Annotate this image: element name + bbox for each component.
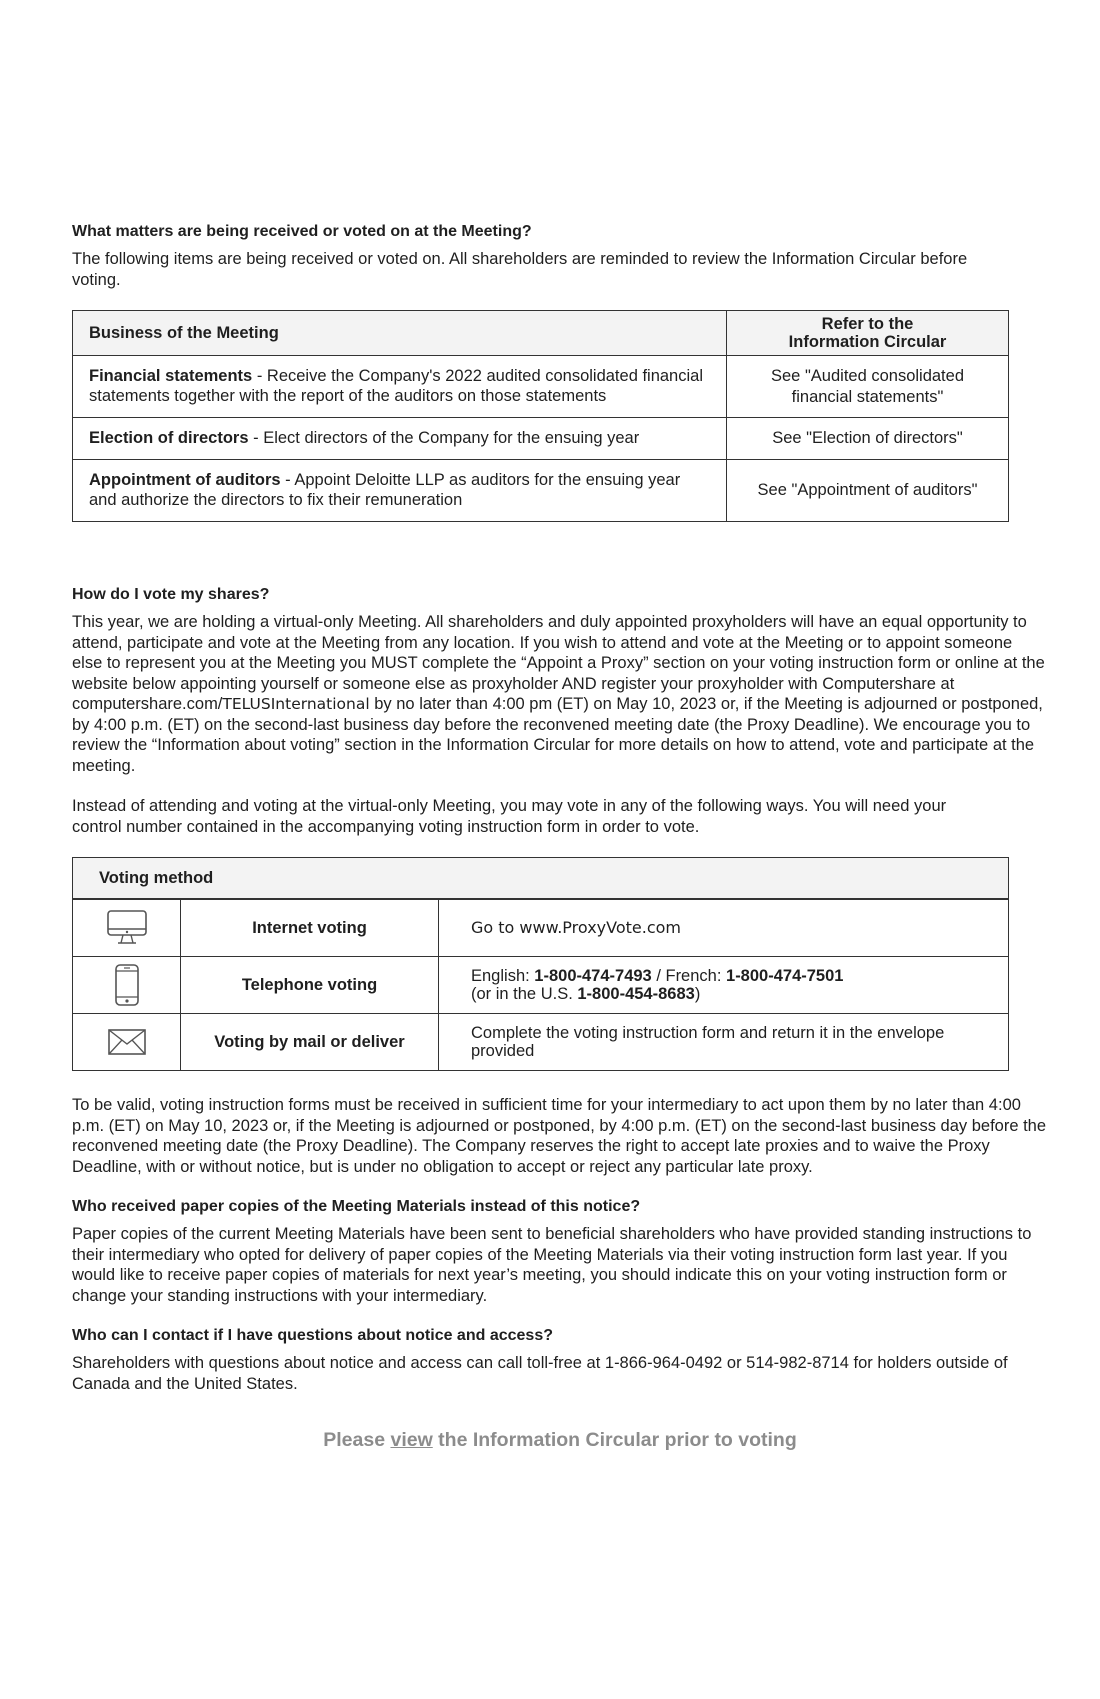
notice-page: [72, 222, 1047, 1394]
reference-header-line2: Information Circular: [788, 333, 947, 351]
vote-paragraph-part: by no later than 4:00 pm (ET) on May 10, 2023 or, if the Meeting is adjourned or postponed, by 4:00 p.m. (ET) on the second-last business day before the reconvened meeting date (the Proxy Deadline). We encourage you to review the “Information about voting” section in the Information Circular for more details on how to attend, vote and participate at the meeting.: [72, 695, 1043, 775]
desktop-computer-icon: [73, 899, 181, 957]
telephone-voting-detail: [439, 957, 1009, 1014]
business-item-title: Financial statements: [89, 366, 253, 385]
business-item-title: Appointment of auditors: [89, 470, 281, 489]
envelope-icon: [73, 1014, 181, 1071]
business-item: [73, 418, 727, 460]
business-header: Business of the Meeting: [73, 311, 727, 356]
business-item: [73, 460, 727, 522]
business-item-ref: See "Appointment of auditors": [727, 460, 1009, 522]
table-row: [73, 356, 1009, 418]
english-label: English:: [471, 967, 535, 985]
contact-heading: Who can I contact if I have questions about notice and access?: [72, 1327, 553, 1344]
vote-paragraph-brand: TELUSInternational: [222, 695, 370, 713]
table-row: [73, 460, 1009, 522]
matters-heading: What matters are being received or voted on at the Meeting?: [72, 223, 532, 240]
english-phone-number: 1-800-474-7493: [534, 967, 652, 985]
french-phone-number: 1-800-474-7501: [726, 967, 844, 985]
telephone-voting-label: Telephone voting: [181, 957, 439, 1014]
table-row: [73, 957, 1009, 1014]
business-item-ref: See "Election of directors": [727, 418, 1009, 460]
vote-alternatives-paragraph: Instead of attending and voting at the virtual-only Meeting, you may vote in any of the following ways. You will need your control number contained in the accompanying voting instruction form in order to vote.: [72, 797, 947, 836]
voting-method-header: Voting method: [73, 858, 1009, 900]
table-row: [73, 418, 1009, 460]
french-label: / French:: [651, 967, 727, 985]
business-item-desc: - Elect directors of the Company for the ensuing year: [248, 428, 640, 447]
internet-voting-detail: Go to www.ProxyVote.com: [439, 899, 1009, 957]
business-item-desc: - Receive the Company's 2022 audited consolidated financial statements together with the report of the auditors on those statements: [89, 366, 703, 405]
business-item: [73, 356, 727, 418]
business-item-desc: - Appoint Deloitte LLP as auditors for the ensuing year and authorize the directors to fix their remuneration: [89, 470, 681, 509]
business-item-title: Election of directors: [89, 428, 249, 447]
view-circular-link[interactable]: view: [390, 1429, 433, 1451]
mail-voting-label: Voting by mail or deliver: [181, 1014, 439, 1071]
internet-voting-label: Internet voting: [181, 899, 439, 957]
us-label: (or in the U.S.: [471, 985, 578, 1003]
contact-paragraph: Shareholders with questions about notice and access can call toll-free at 1-866-964-0492 or 514-982-8714 for holders outside of Canada and the United States.: [72, 1354, 1008, 1393]
table-row: [73, 1014, 1009, 1071]
reference-header: [727, 311, 1009, 356]
voting-method-table: [72, 857, 1009, 1071]
us-suffix: ): [694, 985, 701, 1003]
mobile-phone-icon: [73, 957, 181, 1014]
vote-heading: How do I vote my shares?: [72, 586, 270, 603]
matters-intro: The following items are being received or voted on. All shareholders are reminded to review the Information Circular before voting.: [72, 250, 968, 289]
table-row: [73, 899, 1009, 957]
us-phone-number: 1-800-454-8683: [577, 985, 695, 1003]
validity-paragraph: To be valid, voting instruction forms must be received in sufficient time for your intermediary to act upon them by no later than 4:00 p.m. (ET) on May 10, 2023 or, if the Meeting is adjourned or postponed, by 4:00 p.m. (ET) on the second-last business day before the reconvened meeting date (the Proxy Deadline). The Company reserves the right to accept late proxies and to waive the Proxy Deadline, with or without notice, but is under no obligation to accept or reject any particular late proxy.: [72, 1096, 1047, 1176]
footer-suffix: the Information Circular prior to voting: [432, 1429, 797, 1451]
reference-header-line1: Refer to the: [821, 315, 914, 333]
mail-voting-detail: Complete the voting instruction form and return it in the envelope provided: [439, 1014, 1009, 1071]
paper-copies-heading: Who received paper copies of the Meeting Materials instead of this notice?: [72, 1198, 641, 1215]
business-item-ref: See "Audited consolidated financial statements": [727, 356, 1009, 418]
vote-paragraph: [72, 612, 1047, 776]
view-circular-notice: [0, 1430, 1100, 1451]
business-of-meeting-table: [72, 310, 1009, 522]
paper-copies-paragraph: Paper copies of the current Meeting Materials have been sent to beneficial shareholders who have provided standing instructions to their intermediary who opted for delivery of paper copies of the Meeting Materials via their voting instruction form last year. If you would like to receive paper copies of materials for next year’s meeting, you should indicate this on your voting instruction form or change your standing instructions with your intermediary.: [72, 1225, 1032, 1305]
vote-paragraph-part: This year, we are holding a virtual-only Meeting. All shareholders and duly appointed proxyholders will have an equal opportunity to attend, participate and vote at the Meeting from any location. If you wish to attend and vote at the Meeting or to appoint someone else to represent you at the Meeting you MUST complete the “Appoint a Proxy” section on your voting instruction form or online at the website below appointing yourself or someone else as proxyholder AND register your proxyholder with Computershare at computershare.com/: [72, 613, 1045, 713]
footer-prefix: Please: [323, 1429, 391, 1451]
